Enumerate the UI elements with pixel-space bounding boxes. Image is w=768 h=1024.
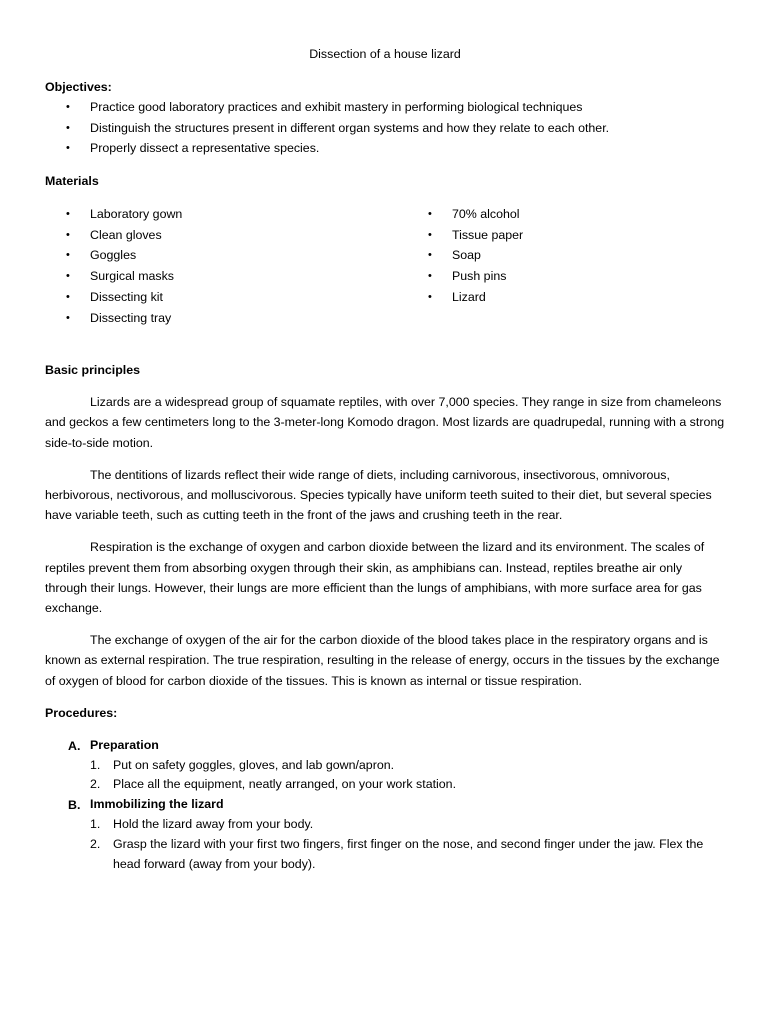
list-item	[45, 97, 725, 118]
list-item	[45, 245, 407, 266]
list-item	[45, 308, 407, 329]
materials-list-left	[45, 204, 407, 328]
list-item	[45, 266, 407, 287]
material-text: Dissecting kit	[90, 289, 163, 304]
list-item	[45, 287, 407, 308]
principles-paragraph-3: Respiration is the exchange of oxygen and carbon dioxide between the lizard and its environment. The scales of reptiles prevent them from absorbing oxygen through their skin, as amphibians can. Instead, reptiles breathe air only through their lungs. However, their lungs are more efficient than the lungs of amphibians, with more surface area for gas exchange.	[45, 540, 705, 616]
bullet-icon: •	[66, 101, 70, 113]
bullet-icon: •	[428, 249, 432, 262]
procedures-heading: Procedures:	[45, 705, 118, 720]
material-text: Laboratory gown	[90, 207, 183, 222]
list-item	[407, 204, 707, 225]
step-number: 1.	[90, 757, 101, 772]
bullet-icon: •	[66, 142, 70, 155]
material-text: Lizard	[452, 289, 486, 304]
bullet-icon: •	[66, 228, 70, 241]
principles-paragraph-2: The dentitions of lizards reflect their wide range of diets, including carnivorous, insectivorous, omnivorous, herbivorous, nectivorous, and molluscivorous. Species typically have uniform teeth suited to their diet, but several species have variable teeth, such as cutting teeth in the front of the jaws and crushing teeth in the rear.	[45, 467, 712, 523]
list-item	[90, 835, 725, 875]
procedure-section-immobilizing	[45, 795, 725, 874]
bullet-icon: •	[428, 290, 432, 303]
section-label: B.	[68, 798, 81, 813]
list-item	[45, 138, 725, 159]
section-title: Immobilizing the lizard	[90, 797, 224, 812]
principles-paragraph-1: Lizards are a widespread group of squamate reptiles, with over 7,000 species. They range in size from chameleons and geckos a few centimeters long to the 3-meter-long Komodo dragon. Most lizards are quadrupedal, running with a strong side-to-side motion.	[45, 395, 725, 450]
document-title: Dissection of a house lizard	[309, 47, 461, 61]
document-page	[45, 44, 725, 874]
steps-list	[90, 756, 725, 796]
step-text: Grasp the lizard with your first two fingers, first finger on the nose, and second finger under the jaw. Flex the head forward (away from your body).	[113, 836, 704, 871]
material-text: Push pins	[452, 269, 507, 284]
material-text: Goggles	[90, 248, 137, 263]
material-text: Soap	[452, 248, 481, 263]
list-item	[90, 815, 725, 835]
section-label: A.	[68, 738, 81, 753]
steps-list	[90, 815, 725, 874]
objective-text: Distinguish the structures present in different organ systems and how they relate to each other.	[90, 120, 610, 135]
principles-heading: Basic principles	[45, 363, 141, 378]
list-item	[90, 756, 725, 776]
material-text: Clean gloves	[90, 227, 162, 242]
materials-list-right	[407, 204, 707, 328]
step-number: 2.	[90, 777, 101, 792]
list-item	[90, 775, 725, 795]
bullet-icon: •	[428, 208, 432, 221]
bullet-icon: •	[428, 270, 432, 283]
list-item	[45, 225, 407, 246]
list-item	[407, 266, 707, 287]
step-number: 1.	[90, 817, 101, 832]
procedures-list	[45, 736, 725, 875]
bullet-icon: •	[66, 311, 70, 324]
section-title: Preparation	[90, 737, 159, 752]
bullet-icon: •	[66, 270, 70, 283]
procedure-section-preparation	[45, 736, 725, 795]
principles-paragraph-4: The exchange of oxygen of the air for the carbon dioxide of the blood takes place in the respiratory organs and is known as external respiration. The true respiration, resulting in the release of energy, occurs in the tissues by the exchange of oxygen of blood for carbon dioxide of the tissues. This is known as internal or tissue respiration.	[45, 633, 720, 688]
list-item	[407, 287, 707, 308]
objective-text: Properly dissect a representative species.	[90, 141, 320, 156]
objectives-list	[45, 97, 725, 159]
bullet-icon: •	[428, 228, 432, 241]
material-text: 70% alcohol	[452, 207, 520, 222]
material-text: Surgical masks	[90, 269, 175, 284]
objectives-heading: Objectives:	[45, 80, 112, 94]
step-text: Hold the lizard away from your body.	[113, 817, 314, 832]
list-item	[45, 118, 725, 139]
step-text: Put on safety goggles, gloves, and lab gown/apron.	[113, 757, 395, 772]
step-text: Place all the equipment, neatly arranged, on your work station.	[113, 777, 457, 792]
materials-columns	[45, 204, 725, 328]
list-item	[407, 245, 707, 266]
objective-text: Practice good laboratory practices and exhibit mastery in performing biological techniques	[90, 100, 583, 114]
list-item	[45, 204, 407, 225]
bullet-icon: •	[66, 290, 70, 303]
materials-heading: Materials	[45, 174, 99, 189]
material-text: Tissue paper	[452, 227, 524, 242]
bullet-icon: •	[66, 121, 70, 134]
material-text: Dissecting tray	[90, 310, 172, 325]
bullet-icon: •	[66, 249, 70, 262]
step-number: 2.	[90, 836, 101, 851]
bullet-icon: •	[66, 208, 70, 221]
list-item	[407, 225, 707, 246]
